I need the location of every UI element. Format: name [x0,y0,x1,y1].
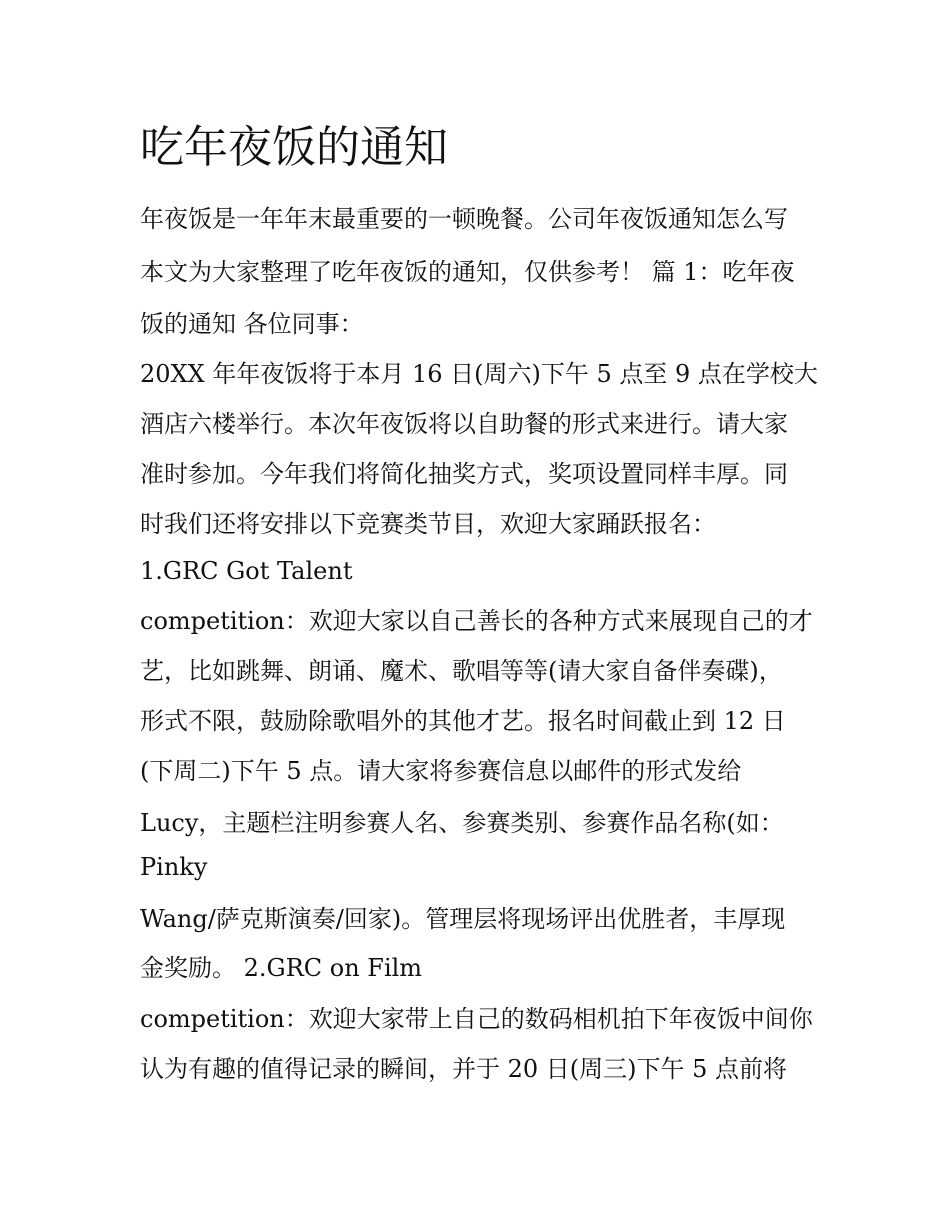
body-line: Wang/萨克斯演奏/回家)。管理层将现场评出优胜者，丰厚现 [140,905,786,933]
body-line: 1.GRC Got Talent [140,557,353,585]
body-line: Lucy，主题栏注明参赛人名、参赛类别、参赛作品名称(如： [140,809,784,837]
body-line: competition：欢迎大家以自己善长的各种方式来展现自己的才 [140,607,813,635]
body-line: competition：欢迎大家带上自己的数码相机拍下年夜饭中间你 [140,1005,813,1033]
document-title: 吃年夜饭的通知 [140,122,448,173]
body-line: 时我们还将安排以下竞赛类节目，欢迎大家踊跃报名： [140,510,716,538]
body-line: 艺，比如跳舞、朗诵、魔术、歌唱等等(请大家自备伴奏碟)， [140,657,783,685]
body-line: 饭的通知 各位同事： [140,310,364,338]
body-line: (下周二)下午 5 点。请大家将参赛信息以邮件的形式发给 [140,757,742,785]
body-line: 20XX 年年夜饭将于本月 16 日(周六)下午 5 点至 9 点在学校大 [140,360,818,388]
body-line: 形式不限，鼓励除歌唱外的其他才艺。报名时间截止到 12 日 [140,707,786,735]
body-line: 酒店六楼举行。本次年夜饭将以自助餐的形式来进行。请大家 [140,410,788,438]
body-line: 准时参加。今年我们将简化抽奖方式，奖项设置同样丰厚。同 [140,460,788,488]
body-line: Pinky [140,853,208,881]
body-line: 金奖励。 2.GRC on Film [140,954,423,982]
body-line: 认为有趣的值得记录的瞬间，并于 20 日(周三)下午 5 点前将 [140,1055,788,1083]
body-line: 本文为大家整理了吃年夜饭的通知，仅供参考！ 篇 1：吃年夜 [140,258,795,286]
body-line: 年夜饭是一年年末最重要的一顿晚餐。公司年夜饭通知怎么写 [140,205,788,233]
